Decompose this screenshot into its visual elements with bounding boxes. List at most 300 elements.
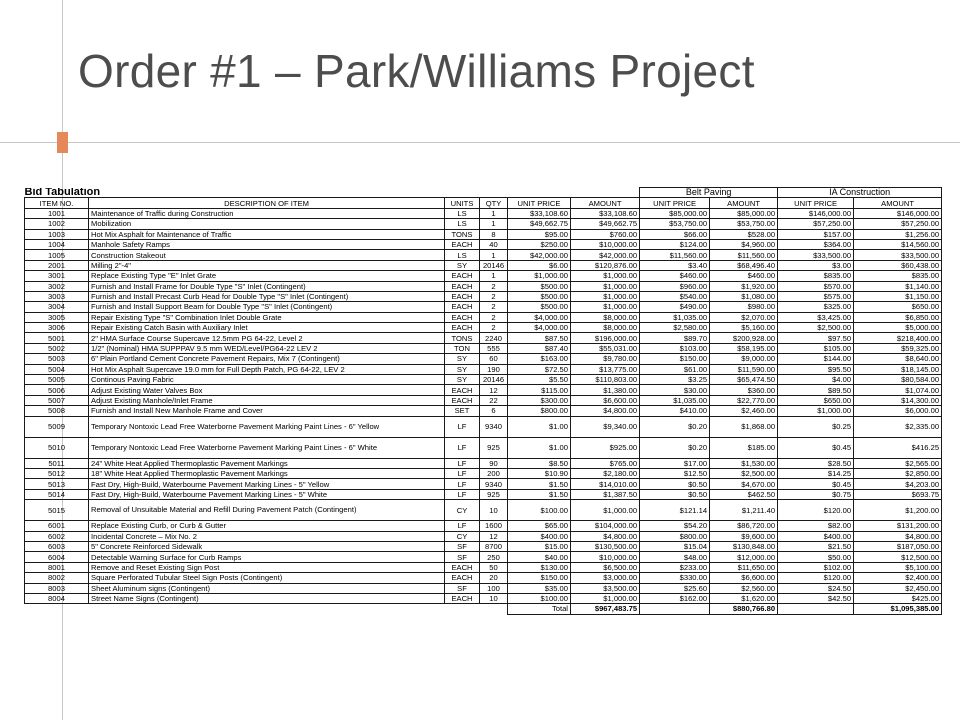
cell-unit-price-estimate: $500.00 <box>508 302 571 312</box>
cell-unit-price-estimate: $163.00 <box>508 354 571 364</box>
horizontal-rule <box>0 142 960 143</box>
cell-amount-ia: $416.25 <box>854 437 942 458</box>
cell-amount-belt: $1,920.00 <box>710 281 778 291</box>
total-estimate: $967,483.75 <box>571 604 640 614</box>
cell-unit-price-belt: $85,000.00 <box>640 208 710 218</box>
table-body <box>25 208 942 604</box>
cell-description: Maintenance of Traffic during Construction <box>89 208 445 218</box>
cell-unit-price-ia: $89.50 <box>778 385 854 395</box>
group-header-ia-construction: IA Construction <box>778 188 942 198</box>
cell-amount-estimate: $1,000.00 <box>571 291 640 301</box>
cell-amount-belt: $360.00 <box>710 385 778 395</box>
cell-unit-price-belt: $2,580.00 <box>640 323 710 333</box>
header-amount-ia: AMOUNT <box>854 198 942 208</box>
cell-qty: 1600 <box>480 521 508 531</box>
cell-unit-price-belt: $150.00 <box>640 354 710 364</box>
cell-amount-ia: $650.00 <box>854 302 942 312</box>
total-row <box>25 604 942 614</box>
cell-unit-price-estimate: $40.00 <box>508 552 571 562</box>
cell-qty: 1 <box>480 219 508 229</box>
cell-unit-price-belt: $121.14 <box>640 500 710 521</box>
cell-unit-price-estimate: $42,000.00 <box>508 250 571 260</box>
cell-units: SF <box>445 583 480 593</box>
cell-amount-estimate: $42,000.00 <box>571 250 640 260</box>
cell-amount-estimate: $1,380.00 <box>571 385 640 395</box>
cell-unit-price-estimate: $6.00 <box>508 260 571 270</box>
cell-unit-price-estimate: $300.00 <box>508 395 571 405</box>
table-row <box>25 468 942 478</box>
cell-unit-price-estimate: $130.00 <box>508 562 571 572</box>
cell-amount-estimate: $8,000.00 <box>571 312 640 322</box>
cell-amount-estimate: $8,000.00 <box>571 323 640 333</box>
cell-units: EACH <box>445 239 480 249</box>
cell-unit-price-estimate: $115.00 <box>508 385 571 395</box>
cell-unit-price-ia: $400.00 <box>778 531 854 541</box>
cell-item-no: 6003 <box>25 541 89 551</box>
cell-qty: 100 <box>480 583 508 593</box>
cell-amount-belt: $1,530.00 <box>710 458 778 468</box>
cell-unit-price-ia: $0.75 <box>778 489 854 499</box>
cell-amount-estimate: $6,600.00 <box>571 395 640 405</box>
table-row <box>25 395 942 405</box>
cell-item-no: 5005 <box>25 375 89 385</box>
cell-unit-price-belt: $3.40 <box>640 260 710 270</box>
cell-unit-price-belt: $800.00 <box>640 531 710 541</box>
cell-item-no: 5013 <box>25 479 89 489</box>
table-row <box>25 302 942 312</box>
cell-item-no: 5009 <box>25 416 89 437</box>
cell-units: SF <box>445 541 480 551</box>
cell-amount-belt: $460.00 <box>710 271 778 281</box>
cell-unit-price-ia: $650.00 <box>778 395 854 405</box>
cell-amount-belt: $65,474.50 <box>710 375 778 385</box>
cell-amount-belt: $1,620.00 <box>710 593 778 603</box>
cell-unit-price-belt: $66.00 <box>640 229 710 239</box>
table-row <box>25 521 942 531</box>
cell-qty: 1 <box>480 271 508 281</box>
cell-qty: 20146 <box>480 260 508 270</box>
table-row <box>25 583 942 593</box>
cell-qty: 10 <box>480 500 508 521</box>
cell-description: Remove and Reset Existing Sign Post <box>89 562 445 572</box>
cell-unit-price-ia: $105.00 <box>778 343 854 353</box>
cell-amount-ia: $1,074.00 <box>854 385 942 395</box>
cell-amount-belt: $2,500.00 <box>710 468 778 478</box>
cell-unit-price-belt: $48.00 <box>640 552 710 562</box>
cell-amount-belt: $2,560.00 <box>710 583 778 593</box>
cell-unit-price-belt: $233.00 <box>640 562 710 572</box>
cell-units: EACH <box>445 281 480 291</box>
cell-unit-price-ia: $14.25 <box>778 468 854 478</box>
cell-description: Hot Mix Asphalt Supercave 19.0 mm for Full Depth Patch, PG 64-22, LEV 2 <box>89 364 445 374</box>
cell-amount-estimate: $9,340.00 <box>571 416 640 437</box>
cell-description: Mobilization <box>89 219 445 229</box>
cell-amount-estimate: $1,387.50 <box>571 489 640 499</box>
cell-description: Square Perforated Tubular Steel Sign Posts (Contingent) <box>89 573 445 583</box>
cell-amount-estimate: $55,031.00 <box>571 343 640 353</box>
cell-description: Sheet Aluminum signs (Contingent) <box>89 583 445 593</box>
cell-amount-belt: $1,211.40 <box>710 500 778 521</box>
cell-units: SY <box>445 354 480 364</box>
cell-unit-price-ia: $33,500.00 <box>778 250 854 260</box>
cell-description: Hot Mix Asphalt for Maintenance of Traffic <box>89 229 445 239</box>
cell-unit-price-estimate: $15.00 <box>508 541 571 551</box>
cell-unit-price-estimate: $1,000.00 <box>508 271 571 281</box>
cell-unit-price-estimate: $150.00 <box>508 573 571 583</box>
cell-item-no: 6001 <box>25 521 89 531</box>
cell-unit-price-ia: $82.00 <box>778 521 854 531</box>
cell-qty: 200 <box>480 468 508 478</box>
table-row <box>25 458 942 468</box>
cell-amount-estimate: $925.00 <box>571 437 640 458</box>
cell-unit-price-ia: $146,000.00 <box>778 208 854 218</box>
cell-qty: 2240 <box>480 333 508 343</box>
header-unit-price-belt: UNIT PRICE <box>640 198 710 208</box>
cell-unit-price-estimate: $49,662.75 <box>508 219 571 229</box>
cell-units: TON <box>445 343 480 353</box>
title-row <box>25 188 942 198</box>
cell-amount-estimate: $130,500.00 <box>571 541 640 551</box>
cell-amount-ia: $5,000.00 <box>854 323 942 333</box>
cell-amount-ia: $2,400.00 <box>854 573 942 583</box>
cell-item-no: 3005 <box>25 312 89 322</box>
cell-units: EACH <box>445 395 480 405</box>
cell-unit-price-ia: $3.00 <box>778 260 854 270</box>
cell-amount-estimate: $9,780.00 <box>571 354 640 364</box>
table-row <box>25 593 942 603</box>
cell-unit-price-ia: $157.00 <box>778 229 854 239</box>
cell-amount-ia: $425.00 <box>854 593 942 603</box>
cell-unit-price-ia: $120.00 <box>778 500 854 521</box>
cell-unit-price-ia: $4.00 <box>778 375 854 385</box>
cell-qty: 6 <box>480 406 508 416</box>
cell-amount-estimate: $3,000.00 <box>571 573 640 583</box>
cell-description: 1/2" (Nominal) HMA SUPPPAV 9.5 mm WED/Level/PG64-22 LEV 2 <box>89 343 445 353</box>
cell-amount-estimate: $1,000.00 <box>571 281 640 291</box>
cell-qty: 60 <box>480 354 508 364</box>
cell-amount-ia: $835.00 <box>854 271 942 281</box>
cell-description: Replace Existing Curb, or Curb & Gutter <box>89 521 445 531</box>
cell-description: Continous Paving Fabric <box>89 375 445 385</box>
column-header-row <box>25 198 942 208</box>
cell-item-no: 8001 <box>25 562 89 572</box>
cell-unit-price-estimate: $1.00 <box>508 437 571 458</box>
cell-units: SY <box>445 364 480 374</box>
cell-units: EACH <box>445 562 480 572</box>
header-amount-belt: AMOUNT <box>710 198 778 208</box>
table-row <box>25 552 942 562</box>
table-row <box>25 260 942 270</box>
cell-unit-price-belt: $0.20 <box>640 437 710 458</box>
cell-unit-price-belt: $960.00 <box>640 281 710 291</box>
table-row <box>25 406 942 416</box>
cell-units: LF <box>445 437 480 458</box>
cell-amount-belt: $5,160.00 <box>710 323 778 333</box>
cell-qty: 12 <box>480 531 508 541</box>
header-item-no: ITEM NO. <box>25 198 89 208</box>
cell-amount-ia: $14,300.00 <box>854 395 942 405</box>
cell-amount-estimate: $196,000.00 <box>571 333 640 343</box>
cell-item-no: 5012 <box>25 468 89 478</box>
cell-item-no: 5004 <box>25 364 89 374</box>
table-row <box>25 281 942 291</box>
cell-description: Furnish and Install Precast Curb Head for Double Type "S" Inlet (Contingent) <box>89 291 445 301</box>
table-row <box>25 271 942 281</box>
cell-item-no: 5002 <box>25 343 89 353</box>
cell-amount-ia: $1,140.00 <box>854 281 942 291</box>
cell-description: 24" White Heat Applied Thermoplastic Pavement Markings <box>89 458 445 468</box>
cell-qty: 10 <box>480 593 508 603</box>
cell-description: Temporary Nontoxic Lead Free Waterborne Pavement Marking Paint Lines - 6" White <box>89 437 445 458</box>
cell-units: LS <box>445 208 480 218</box>
cell-unit-price-estimate: $1.00 <box>508 416 571 437</box>
cell-units: EACH <box>445 323 480 333</box>
header-amount-estimate: AMOUNT <box>571 198 640 208</box>
cell-amount-belt: $86,720.00 <box>710 521 778 531</box>
table-row <box>25 437 942 458</box>
cell-amount-belt: $2,460.00 <box>710 406 778 416</box>
cell-unit-price-estimate: $10.90 <box>508 468 571 478</box>
cell-amount-estimate: $760.00 <box>571 229 640 239</box>
total-spacer-belt <box>640 604 710 614</box>
cell-unit-price-ia: $325.00 <box>778 302 854 312</box>
cell-units: TONS <box>445 229 480 239</box>
cell-amount-belt: $11,650.00 <box>710 562 778 572</box>
cell-unit-price-estimate: $800.00 <box>508 406 571 416</box>
cell-description: Repair Existing Catch Basin with Auxiliary Inlet <box>89 323 445 333</box>
cell-unit-price-estimate: $500.00 <box>508 291 571 301</box>
cell-units: SY <box>445 260 480 270</box>
header-description: DESCRIPTION OF ITEM <box>89 198 445 208</box>
cell-amount-estimate: $10,000.00 <box>571 239 640 249</box>
cell-unit-price-belt: $17.00 <box>640 458 710 468</box>
cell-item-no: 2001 <box>25 260 89 270</box>
cell-qty: 9340 <box>480 479 508 489</box>
cell-amount-ia: $2,335.00 <box>854 416 942 437</box>
cell-unit-price-ia: $0.45 <box>778 437 854 458</box>
cell-unit-price-ia: $570.00 <box>778 281 854 291</box>
cell-unit-price-estimate: $33,108.60 <box>508 208 571 218</box>
cell-qty: 2 <box>480 323 508 333</box>
cell-qty: 190 <box>480 364 508 374</box>
cell-unit-price-estimate: $1.50 <box>508 479 571 489</box>
accent-marker <box>57 132 68 153</box>
cell-amount-belt: $11,560.00 <box>710 250 778 260</box>
cell-unit-price-ia: $24.50 <box>778 583 854 593</box>
table-title: Bid Tabulation <box>24 187 101 198</box>
total-label: Total <box>508 604 571 614</box>
cell-amount-ia: $2,450.00 <box>854 583 942 593</box>
cell-unit-price-belt: $460.00 <box>640 271 710 281</box>
cell-description: Adjust Existing Manhole/Inlet Frame <box>89 395 445 405</box>
table-row <box>25 531 942 541</box>
cell-amount-ia: $146,000.00 <box>854 208 942 218</box>
cell-amount-estimate: $2,180.00 <box>571 468 640 478</box>
cell-qty: 90 <box>480 458 508 468</box>
table-row <box>25 239 942 249</box>
table-row <box>25 364 942 374</box>
cell-unit-price-estimate: $500.00 <box>508 281 571 291</box>
cell-amount-belt: $130,848.00 <box>710 541 778 551</box>
cell-description: Furnish and Install New Manhole Frame and Cover <box>89 406 445 416</box>
cell-unit-price-ia: $835.00 <box>778 271 854 281</box>
cell-amount-belt: $53,750.00 <box>710 219 778 229</box>
cell-amount-belt: $1,080.00 <box>710 291 778 301</box>
cell-item-no: 5007 <box>25 395 89 405</box>
cell-description: Removal of Unsuitable Material and Refill During Pavement Patch (Contingent) <box>89 500 445 521</box>
cell-item-no: 5014 <box>25 489 89 499</box>
cell-unit-price-ia: $1,000.00 <box>778 406 854 416</box>
cell-amount-estimate: $1,000.00 <box>571 302 640 312</box>
cell-unit-price-estimate: $5.50 <box>508 375 571 385</box>
cell-unit-price-ia: $95.50 <box>778 364 854 374</box>
cell-amount-belt: $22,770.00 <box>710 395 778 405</box>
cell-qty: 22 <box>480 395 508 405</box>
cell-item-no: 1001 <box>25 208 89 218</box>
cell-amount-ia: $12,500.00 <box>854 552 942 562</box>
header-unit-price-estimate: UNIT PRICE <box>508 198 571 208</box>
cell-unit-price-estimate: $400.00 <box>508 531 571 541</box>
cell-item-no: 5003 <box>25 354 89 364</box>
cell-amount-belt: $1,868.00 <box>710 416 778 437</box>
table-row <box>25 312 942 322</box>
cell-description: 2" HMA Surface Course Supercave 12.5mm PG 64-22, Level 2 <box>89 333 445 343</box>
table-row <box>25 489 942 499</box>
cell-qty: 50 <box>480 562 508 572</box>
table-row <box>25 229 942 239</box>
cell-unit-price-ia: $97.50 <box>778 333 854 343</box>
cell-description: Temporary Nontoxic Lead Free Waterborne Pavement Marking Paint Lines - 6" Yellow <box>89 416 445 437</box>
cell-unit-price-ia: $575.00 <box>778 291 854 301</box>
cell-amount-estimate: $13,775.00 <box>571 364 640 374</box>
cell-amount-estimate: $1,000.00 <box>571 271 640 281</box>
cell-unit-price-belt: $124.00 <box>640 239 710 249</box>
cell-units: LF <box>445 521 480 531</box>
cell-units: CY <box>445 531 480 541</box>
cell-qty: 9340 <box>480 416 508 437</box>
cell-description: 6" Plain Portland Cement Concrete Pavement Repairs, Mix 7 (Contingent) <box>89 354 445 364</box>
cell-units: EACH <box>445 291 480 301</box>
cell-item-no: 5001 <box>25 333 89 343</box>
cell-item-no: 5010 <box>25 437 89 458</box>
cell-description: Adjust Existing Water Valves Box <box>89 385 445 395</box>
cell-unit-price-estimate: $35.00 <box>508 583 571 593</box>
cell-amount-estimate: $120,876.00 <box>571 260 640 270</box>
cell-unit-price-ia: $144.00 <box>778 354 854 364</box>
table-row <box>25 416 942 437</box>
table-row <box>25 208 942 218</box>
cell-description: Repair Existing Type "S" Combination Inlet Double Grate <box>89 312 445 322</box>
cell-unit-price-belt: $162.00 <box>640 593 710 603</box>
cell-amount-ia: $5,100.00 <box>854 562 942 572</box>
cell-amount-ia: $4,203.00 <box>854 479 942 489</box>
cell-description: Manhole Safety Ramps <box>89 239 445 249</box>
header-qty: QTY <box>480 198 508 208</box>
cell-item-no: 5008 <box>25 406 89 416</box>
cell-amount-estimate: $14,010.00 <box>571 479 640 489</box>
cell-qty: 8 <box>480 229 508 239</box>
cell-amount-estimate: $1,000.00 <box>571 500 640 521</box>
cell-amount-ia: $60,438.00 <box>854 260 942 270</box>
cell-unit-price-estimate: $1.50 <box>508 489 571 499</box>
cell-item-no: 6004 <box>25 552 89 562</box>
bid-tabulation-table <box>24 187 942 615</box>
cell-units: EACH <box>445 302 480 312</box>
cell-amount-belt: $200,928.00 <box>710 333 778 343</box>
cell-amount-ia: $6,850.00 <box>854 312 942 322</box>
cell-amount-estimate: $765.00 <box>571 458 640 468</box>
cell-amount-ia: $57,250.00 <box>854 219 942 229</box>
cell-amount-ia: $33,500.00 <box>854 250 942 260</box>
cell-item-no: 1004 <box>25 239 89 249</box>
cell-unit-price-belt: $410.00 <box>640 406 710 416</box>
cell-amount-ia: $2,565.00 <box>854 458 942 468</box>
cell-unit-price-estimate: $87.50 <box>508 333 571 343</box>
cell-description: Detectable Warning Surface for Curb Ramps <box>89 552 445 562</box>
cell-description: Fast Dry, High-Build, Waterbourne Pavement Marking Lines - 5" White <box>89 489 445 499</box>
cell-amount-estimate: $104,000.00 <box>571 521 640 531</box>
cell-description: Replace Existing Type "E" Inlet Grate <box>89 271 445 281</box>
cell-description: Incidental Concrete – Mix No. 2 <box>89 531 445 541</box>
table-row <box>25 562 942 572</box>
cell-amount-ia: $131,200.00 <box>854 521 942 531</box>
cell-unit-price-estimate: $65.00 <box>508 521 571 531</box>
cell-unit-price-ia: $3,425.00 <box>778 312 854 322</box>
cell-qty: 555 <box>480 343 508 353</box>
cell-amount-belt: $6,600.00 <box>710 573 778 583</box>
table-row <box>25 573 942 583</box>
cell-item-no: 1003 <box>25 229 89 239</box>
cell-unit-price-belt: $540.00 <box>640 291 710 301</box>
cell-amount-belt: $85,000.00 <box>710 208 778 218</box>
cell-item-no: 8003 <box>25 583 89 593</box>
cell-unit-price-estimate: $4,000.00 <box>508 323 571 333</box>
table-row <box>25 385 942 395</box>
slide-title: Order #1 – Park/Williams Project <box>78 45 755 97</box>
cell-units: SY <box>445 375 480 385</box>
cell-units: CY <box>445 500 480 521</box>
cell-item-no: 3003 <box>25 291 89 301</box>
cell-units: LF <box>445 489 480 499</box>
cell-unit-price-belt: $3.25 <box>640 375 710 385</box>
cell-unit-price-estimate: $87.40 <box>508 343 571 353</box>
cell-amount-ia: $80,584.00 <box>854 375 942 385</box>
cell-qty: 40 <box>480 239 508 249</box>
cell-unit-price-belt: $0.50 <box>640 479 710 489</box>
cell-qty: 1 <box>480 208 508 218</box>
cell-unit-price-estimate: $8.50 <box>508 458 571 468</box>
cell-amount-estimate: $4,800.00 <box>571 406 640 416</box>
group-header-belt-paving: Belt Paving <box>640 188 778 198</box>
cell-amount-belt: $9,600.00 <box>710 531 778 541</box>
cell-amount-belt: $12,000.00 <box>710 552 778 562</box>
cell-description: Furnish and Install Support Beam for Double Type "S" Inlet (Contingent) <box>89 302 445 312</box>
cell-unit-price-belt: $103.00 <box>640 343 710 353</box>
table-row <box>25 479 942 489</box>
cell-item-no: 3002 <box>25 281 89 291</box>
cell-unit-price-belt: $1,035.00 <box>640 312 710 322</box>
cell-units: EACH <box>445 271 480 281</box>
table-row <box>25 250 942 260</box>
cell-amount-ia: $59,325.00 <box>854 343 942 353</box>
cell-amount-ia: $187,050.00 <box>854 541 942 551</box>
total-belt-paving: $880,766.80 <box>710 604 778 614</box>
cell-amount-ia: $1,256.00 <box>854 229 942 239</box>
cell-amount-ia: $1,200.00 <box>854 500 942 521</box>
cell-description: 5" Concrete Reinforced Sidewalk <box>89 541 445 551</box>
cell-unit-price-belt: $12.50 <box>640 468 710 478</box>
cell-item-no: 1002 <box>25 219 89 229</box>
